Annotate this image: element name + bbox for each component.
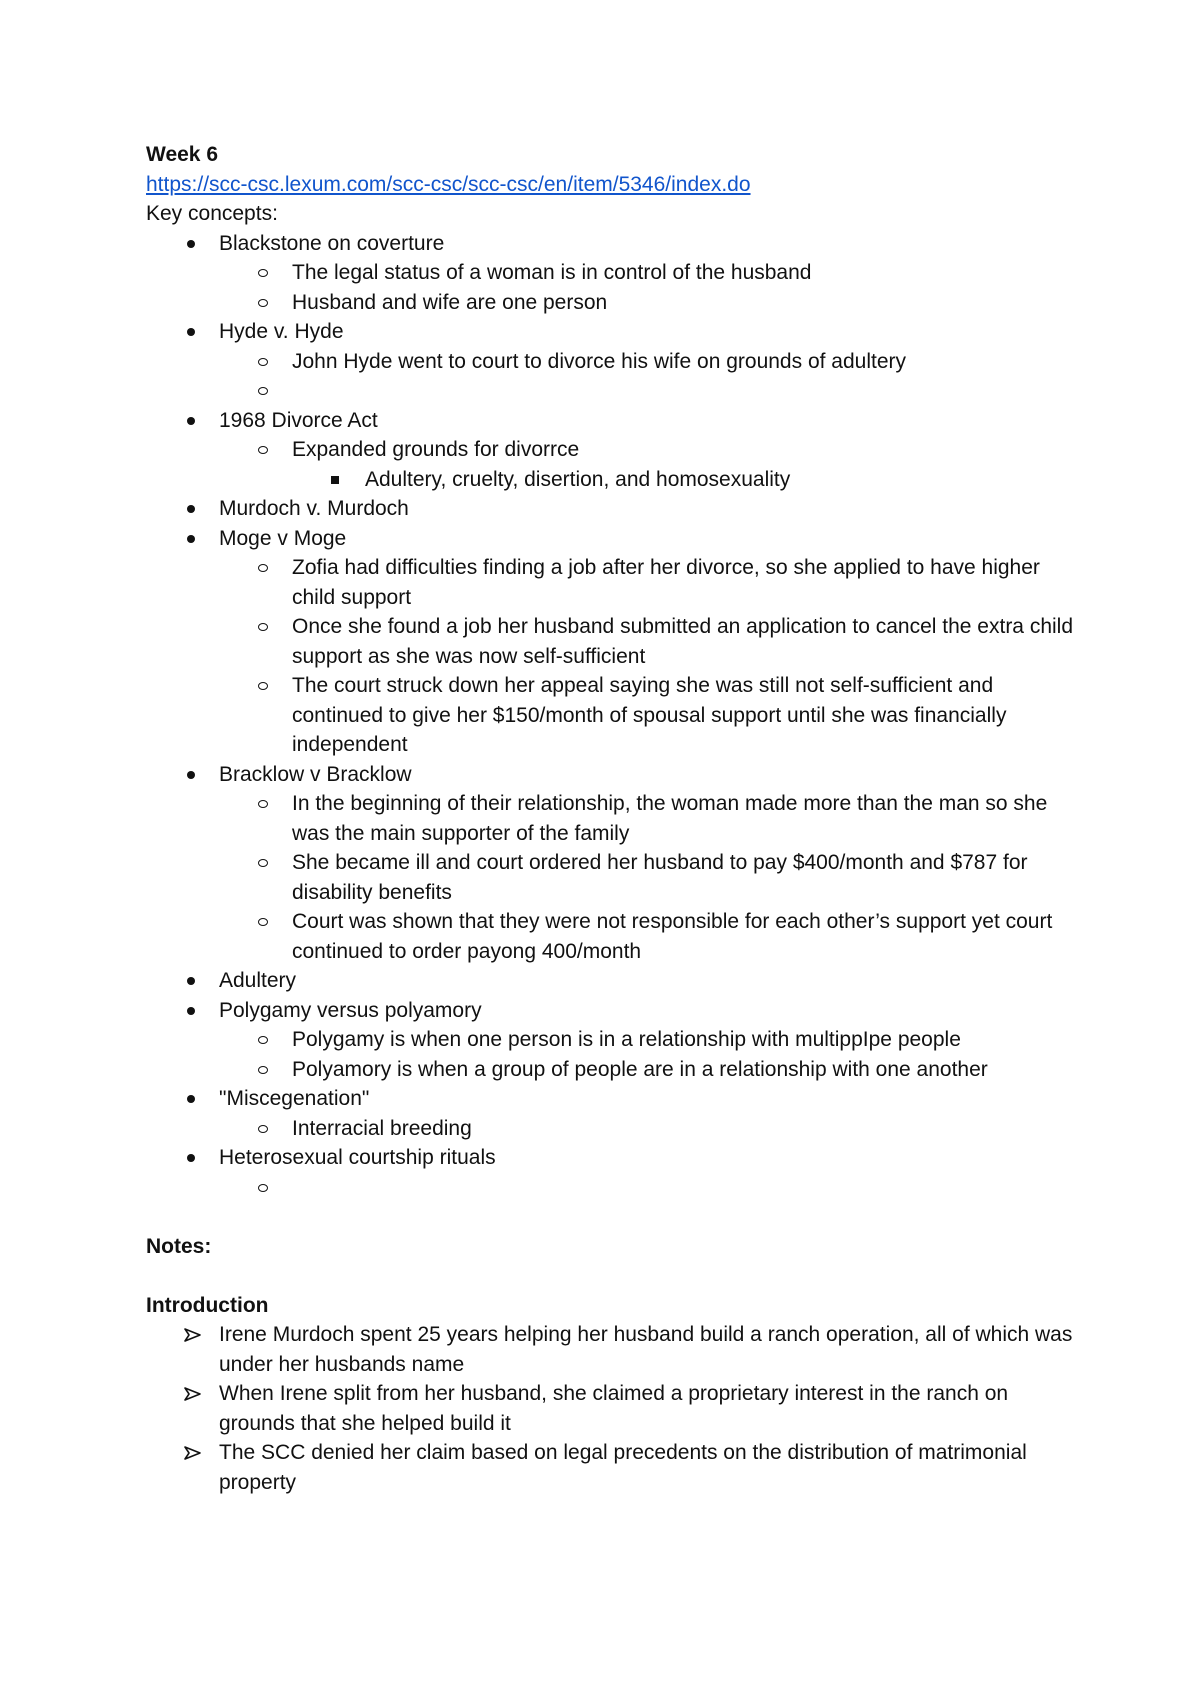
list-item-murdoch: Murdoch v. Murdoch [146,494,1086,524]
circle-bullet-icon [256,288,270,318]
circle-bullet-icon [256,347,270,377]
document-page [146,140,1086,1497]
circle-bullet-icon [256,848,270,878]
circle-bullet-icon [256,435,270,465]
circle-bullet-icon [256,789,270,819]
list-item: In the beginning of their relationship, the woman made more than the man so she was the main supporter of the family [146,789,1086,848]
circle-bullet-icon [256,671,270,701]
list-item-blackstone: Blackstone on coverture [146,229,1086,259]
arrow-bullet-icon [184,1438,204,1468]
square-bullet-icon [329,465,343,495]
source-link[interactable]: https://scc-csc.lexum.com/scc-csc/scc-csc/en/item/5346/index.do [146,172,751,196]
circle-bullet-icon [256,1173,270,1203]
list-item: John Hyde went to court to divorce his wife on grounds of adultery [146,347,1086,377]
circle-bullet-icon [256,612,270,642]
list-item-moge: Moge v Moge [146,524,1086,554]
bullet-icon [184,1084,198,1114]
list-item: Irene Murdoch spent 25 years helping her husband build a ranch operation, all of which was under her husbands name [146,1320,1086,1379]
list-item: Polygamy is when one person is in a relationship with multippIpe people [146,1025,1086,1055]
list-item: Polyamory is when a group of people are in a relationship with one another [146,1055,1086,1085]
circle-bullet-icon [256,1114,270,1144]
circle-bullet-icon [256,376,270,406]
circle-bullet-icon [256,1055,270,1085]
spacer [146,1202,1086,1232]
list-item: Zofia had difficulties finding a job after her divorce, so she applied to have higher child support [146,553,1086,612]
list-item: When Irene split from her husband, she claimed a proprietary interest in the ranch on grounds that she helped build it [146,1379,1086,1438]
key-concepts-list [146,229,1086,1203]
arrow-bullet-icon [184,1379,204,1409]
page-title: Week 6 [146,143,218,166]
list-item-bracklow: Bracklow v Bracklow [146,760,1086,790]
circle-bullet-icon [256,907,270,937]
bullet-icon [184,996,198,1026]
list-item: She became ill and court ordered her husband to pay $400/month and $787 for disability benefits [146,848,1086,907]
list-item-adultery: Adultery [146,966,1086,996]
list-item-empty [146,1173,1086,1203]
notes-heading: Notes: [146,1234,212,1258]
list-item: Interracial breeding [146,1114,1086,1144]
list-item: Husband and wife are one person [146,288,1086,318]
list-item-divorce-act: 1968 Divorce Act [146,406,1086,436]
bullet-icon [184,406,198,436]
key-concepts-label: Key concepts: [146,202,278,225]
bullet-icon [184,1143,198,1173]
circle-bullet-icon [256,553,270,583]
introduction-heading: Introduction [146,1293,269,1317]
bullet-icon [184,966,198,996]
list-item-hyde: Hyde v. Hyde [146,317,1086,347]
arrow-bullet-icon [184,1320,204,1350]
circle-bullet-icon [256,258,270,288]
list-item: The legal status of a woman is in control of the husband [146,258,1086,288]
notes-list [146,1320,1086,1497]
list-item: Once she found a job her husband submitted an application to cancel the extra child support as she was now self-sufficient [146,612,1086,671]
bullet-icon [184,229,198,259]
list-item: The court struck down her appeal saying she was still not self-sufficient and continued to give her $150/month of spousal support until she was financially independent [146,671,1086,760]
list-item-miscegenation: "Miscegenation" [146,1084,1086,1114]
bullet-icon [184,524,198,554]
list-item-polygamy: Polygamy versus polyamory [146,996,1086,1026]
spacer [146,1261,1086,1291]
circle-bullet-icon [256,1025,270,1055]
list-item: Expanded grounds for divorrce [146,435,1086,465]
bullet-icon [184,317,198,347]
bullet-icon [184,494,198,524]
list-item: Court was shown that they were not responsible for each other’s support yet court continued to order payong 400/month [146,907,1086,966]
list-item-empty [146,376,1086,406]
list-item: Adultery, cruelty, disertion, and homosexuality [146,465,1086,495]
list-item-courtship: Heterosexual courtship rituals [146,1143,1086,1173]
list-item: The SCC denied her claim based on legal precedents on the distribution of matrimonial property [146,1438,1086,1497]
bullet-icon [184,760,198,790]
